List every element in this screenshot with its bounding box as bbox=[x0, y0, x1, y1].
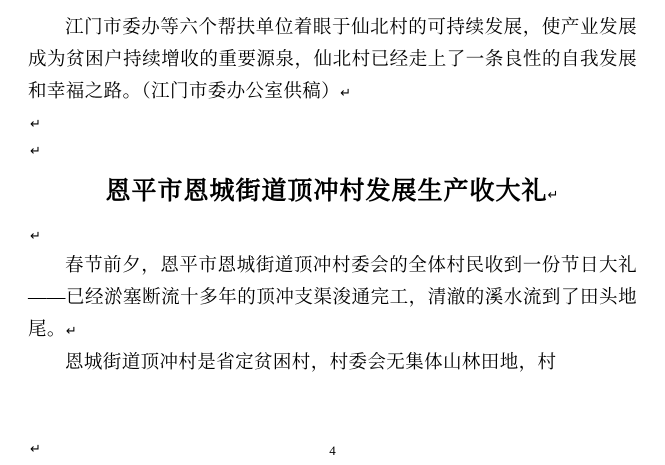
paragraph-mark: ↵ bbox=[65, 323, 78, 338]
paragraph-mark: ↵ bbox=[30, 143, 41, 158]
empty-paragraph-2 bbox=[28, 138, 637, 162]
empty-paragraph-3 bbox=[28, 221, 637, 250]
page-number-text: 4 bbox=[329, 443, 336, 458]
paragraph-text: 江门市委办等六个帮扶单位着眼于仙北村的可持续发展，使产业发展成为贫困户持续增收的重要源泉，仙北村已经走上了一条良性的自我发展和幸福之路。（江门市委办公室供稿） bbox=[28, 18, 637, 102]
paragraph-body bbox=[28, 347, 637, 379]
paragraph-text: 恩城街道顶冲村是省定贫困村，村委会无集体山林田地，村 bbox=[65, 353, 557, 373]
section-heading bbox=[28, 162, 637, 221]
paragraph-mark: ↵ bbox=[547, 187, 560, 202]
paragraph-mark: ↵ bbox=[340, 85, 352, 100]
paragraph-mark: ↵ bbox=[30, 116, 41, 131]
section-heading-text: 恩平市恩城街道顶冲村发展生产收大礼 bbox=[105, 178, 548, 205]
paragraph-body bbox=[28, 8, 637, 109]
paragraph-mark: ↵ bbox=[30, 228, 41, 243]
paragraph-body bbox=[28, 250, 637, 347]
paragraph-text: 春节前夕，恩平市恩城街道顶冲村委会的全体村民收到一份节日大礼——已经淤塞断流十多年的顶冲支渠浚通完工，清澈的溪水流到了田头地尾。 bbox=[28, 256, 637, 340]
page-number bbox=[0, 443, 665, 459]
paragraph-mark: ↵ bbox=[30, 441, 41, 456]
empty-paragraph-1 bbox=[28, 109, 637, 138]
